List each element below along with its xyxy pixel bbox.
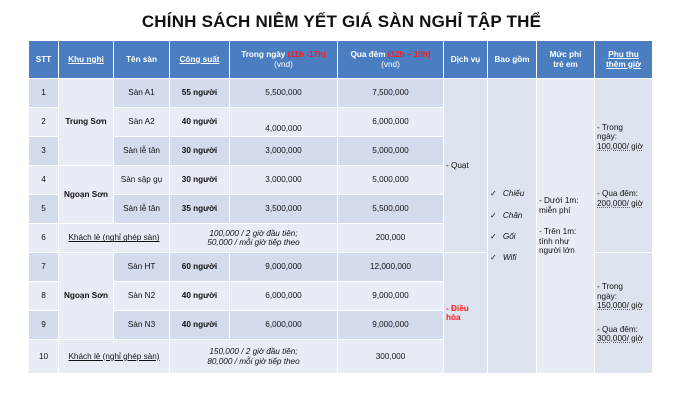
cell-cong-suat: 40 người bbox=[170, 108, 230, 137]
header-row bbox=[29, 41, 653, 79]
amenity-item: ✓ Chiếu bbox=[490, 189, 525, 199]
cell-trong-ngay: 4,000,000 bbox=[230, 108, 338, 137]
header-cong-suat: Công suất bbox=[170, 41, 230, 79]
cell-qua-dem: 5,000,000 bbox=[338, 166, 444, 195]
check-icon: ✓ bbox=[490, 232, 497, 241]
check-icon: ✓ bbox=[490, 210, 497, 220]
cell-qua-dem: 7,500,000 bbox=[338, 79, 444, 108]
header-muc-phi: Mức phí trẻ em bbox=[537, 41, 595, 79]
check-icon: ✓ bbox=[490, 253, 497, 263]
cell-khach-le: Khách lẻ (nghỉ ghép sàn) bbox=[59, 340, 170, 374]
cell-ten-san: Sàn N3 bbox=[114, 311, 170, 340]
table-row bbox=[29, 79, 653, 108]
cell-stt: 3 bbox=[29, 137, 59, 166]
cell-dich-vu-dieu-hoa: - Điều hòa bbox=[444, 253, 488, 374]
cell-stt: 10 bbox=[29, 340, 59, 374]
cell-stt: 9 bbox=[29, 311, 59, 340]
cell-qua-dem: 9,000,000 bbox=[338, 311, 444, 340]
cell-cong-suat: 60 người bbox=[170, 253, 230, 282]
cell-muc-phi-tre-em: - Dưới 1m: miễn phí - Trên 1m: tính như người lớn bbox=[537, 79, 595, 374]
cell-cong-suat: 55 người bbox=[170, 79, 230, 108]
cell-khach-le: Khách lẻ (nghỉ ghép sàn) bbox=[59, 224, 170, 253]
amenity-item: ✓ Gối bbox=[490, 232, 516, 241]
cell-trong-ngay: 9,000,000 bbox=[230, 253, 338, 282]
header-trong-ngay: Trong ngày (11h -17h) (vnd) bbox=[230, 41, 338, 79]
cell-qua-dem: 5,000,000 bbox=[338, 137, 444, 166]
page-title: CHÍNH SÁCH NIÊM YẾT GIÁ SÀN NGHỈ TẬP THỂ bbox=[141, 12, 542, 31]
cell-trong-ngay: 6,000,000 bbox=[230, 311, 338, 340]
cell-trong-ngay: 5,500,000 bbox=[230, 79, 338, 108]
cell-bao-gom bbox=[488, 79, 537, 374]
cell-qua-dem: 5,500,000 bbox=[338, 195, 444, 224]
header-phu-thu: Phụ thu thêm giờ bbox=[595, 41, 653, 79]
price-table bbox=[28, 40, 653, 374]
cell-stt: 4 bbox=[29, 166, 59, 195]
cell-qua-dem: 200,000 bbox=[338, 224, 444, 253]
cell-ten-san: Sàn lễ tân bbox=[114, 195, 170, 224]
cell-cong-suat: 40 người bbox=[170, 282, 230, 311]
group-trung-son: Trung Sơn bbox=[59, 79, 114, 166]
cell-stt: 7 bbox=[29, 253, 59, 282]
cell-ten-san: Sàn sập gụ bbox=[114, 166, 170, 195]
cell-qua-dem: 9,000,000 bbox=[338, 282, 444, 311]
amenity-item: ✓ Wifi bbox=[490, 253, 517, 263]
cell-qua-dem: 6,000,000 bbox=[338, 108, 444, 137]
cell-cong-suat: 35 người bbox=[170, 195, 230, 224]
cell-ten-san: Sàn N2 bbox=[114, 282, 170, 311]
cell-stt: 5 bbox=[29, 195, 59, 224]
cell-ten-san: Sàn lễ tân bbox=[114, 137, 170, 166]
group-ngoan-son: Ngoạn Sơn bbox=[59, 166, 114, 224]
cell-trong-ngay: 6,000,000 bbox=[230, 282, 338, 311]
header-stt: STT bbox=[29, 41, 59, 79]
cell-stt: 2 bbox=[29, 108, 59, 137]
amenity-item: ✓ Chăn bbox=[490, 210, 523, 220]
cell-dich-vu-quat: - Quạt bbox=[444, 79, 488, 253]
cell-trong-ngay: 3,000,000 bbox=[230, 137, 338, 166]
cell-phu-thu-2: - Trong ngày: 150,000/ giờ - Qua đêm: 300,000/ giờ bbox=[595, 253, 653, 374]
header-khu-nghi: Khu nghỉ bbox=[59, 41, 114, 79]
cell-ten-san: Sàn HT bbox=[114, 253, 170, 282]
check-icon: ✓ bbox=[490, 189, 497, 199]
group-ngoan-son-2: Ngoạn Sơn bbox=[59, 253, 114, 340]
header-bao-gom: Bao gồm bbox=[488, 41, 537, 79]
cell-trong-ngay-khach-le: 100,000 / 2 giờ đầu tiên; 50,000 / mỗi giờ tiếp theo bbox=[170, 224, 338, 253]
cell-qua-dem: 300,000 bbox=[338, 340, 444, 374]
cell-trong-ngay: 3,500,000 bbox=[230, 195, 338, 224]
cell-ten-san: Sàn A1 bbox=[114, 79, 170, 108]
cell-phu-thu-1: - Trong ngày: 100,000/ giờ - Qua đêm: 200,000/ giờ bbox=[595, 79, 653, 253]
cell-cong-suat: 30 người bbox=[170, 137, 230, 166]
cell-stt: 1 bbox=[29, 79, 59, 108]
cell-trong-ngay: 3,000,000 bbox=[230, 166, 338, 195]
header-ten-san: Tên sàn bbox=[114, 41, 170, 79]
cell-stt: 8 bbox=[29, 282, 59, 311]
header-dich-vu: Dịch vụ bbox=[444, 41, 488, 79]
cell-ten-san: Sàn A2 bbox=[114, 108, 170, 137]
cell-stt: 6 bbox=[29, 224, 59, 253]
cell-qua-dem: 12,000,000 bbox=[338, 253, 444, 282]
cell-trong-ngay-khach-le: 150,000 / 2 giờ đầu tiên; 80,000 / mỗi giờ tiếp theo bbox=[170, 340, 338, 374]
cell-cong-suat: 40 người bbox=[170, 311, 230, 340]
header-qua-dem: Qua đêm (12h – 10h) (vnd) bbox=[338, 41, 444, 79]
cell-cong-suat: 30 người bbox=[170, 166, 230, 195]
